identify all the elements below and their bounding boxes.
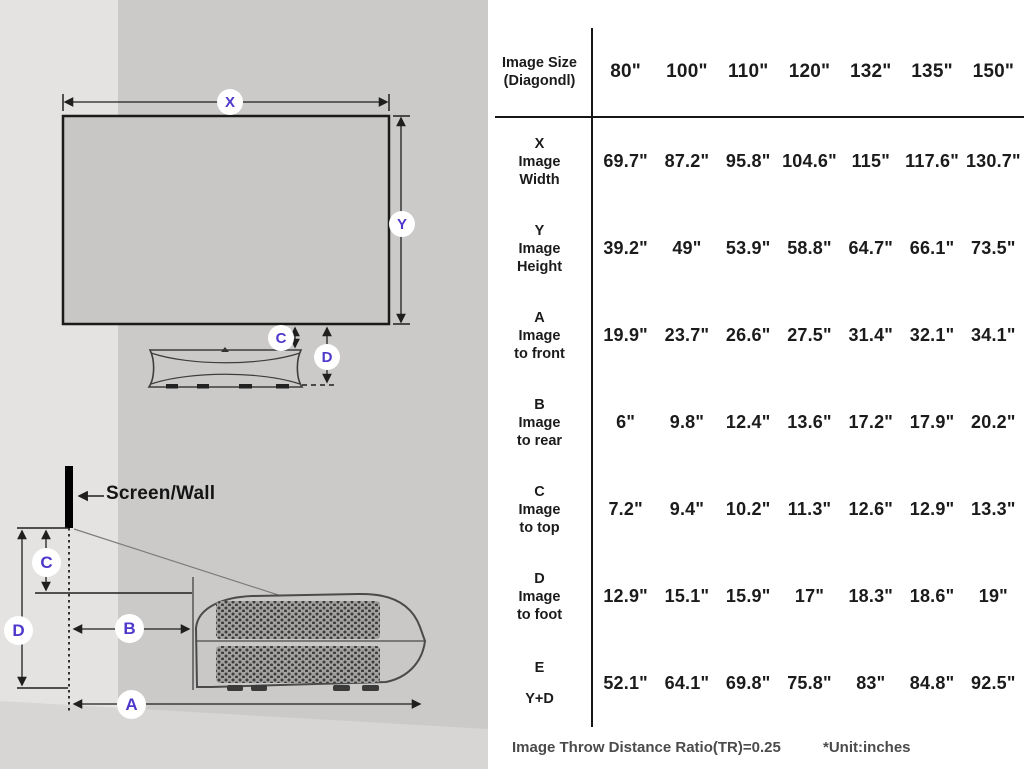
value-cell: 12.4" (725, 412, 771, 432)
value-cell: 18.3" (848, 586, 894, 606)
row-values (595, 292, 1024, 379)
diagram-drawing (0, 0, 488, 769)
header-size-cell: 100" (666, 61, 708, 82)
row-values (595, 640, 1024, 727)
table-header-label: Image Size (Diagondl) (502, 55, 577, 89)
value-cell: 10.2" (725, 499, 771, 519)
value-cell: 32.1" (909, 325, 955, 345)
table-row-x (488, 118, 1024, 205)
row-label: X Image Width (518, 135, 561, 188)
projector-side-view (193, 577, 425, 691)
header-size-cell: 135" (911, 61, 953, 82)
table-row-b (488, 379, 1024, 466)
header-size-cell: 110" (727, 61, 769, 82)
dim-badge-c-side: C (32, 548, 61, 577)
image-size-table-panel (488, 0, 1024, 769)
value-cell: 117.6" (905, 151, 959, 171)
value-cell: 58.8" (787, 238, 832, 258)
value-cell: 7.2" (608, 499, 643, 519)
value-cell: 115" (851, 151, 890, 171)
table-header-row (488, 28, 1024, 116)
value-cell: 49" (672, 238, 702, 258)
value-cell: 83" (856, 673, 886, 693)
value-cell: 17.2" (848, 412, 894, 432)
value-cell: 104.6" (782, 151, 837, 171)
dim-badge-b-side: B (115, 614, 144, 643)
row-label: A Image to front (514, 309, 565, 362)
value-cell: 39.2" (603, 238, 648, 258)
value-cell: 75.8" (787, 673, 832, 693)
row-label: C Image to top (518, 483, 561, 536)
value-cell: 12.9" (603, 586, 648, 606)
dim-badge-d-side: D (4, 616, 33, 645)
value-cell: 13.6" (787, 412, 832, 432)
value-cell: 19" (978, 586, 1008, 606)
value-cell: 87.2" (664, 151, 710, 171)
projector-top-view (149, 347, 302, 389)
dim-badge-a-side: A (117, 690, 146, 719)
value-cell: 53.9" (725, 238, 771, 258)
row-values (595, 379, 1024, 466)
value-cell: 17" (794, 586, 825, 606)
value-cell: 66.1" (909, 238, 955, 258)
dim-badge-x: X (217, 89, 243, 115)
unit-note: *Unit:inches (823, 739, 911, 756)
value-cell: 15.9" (725, 586, 771, 606)
table-row-d (488, 553, 1024, 640)
row-label: E Y+D (525, 660, 554, 707)
value-cell: 20.2" (971, 412, 1016, 432)
value-cell: 69.8" (725, 673, 771, 693)
table-row-e (488, 640, 1024, 727)
header-size-cell: 120" (788, 61, 831, 82)
table-row-c (488, 466, 1024, 553)
row-label: Y Image Height (516, 222, 563, 275)
value-cell: 17.9" (909, 412, 955, 432)
header-size-cell: 80" (610, 61, 642, 82)
value-cell: 64.1" (664, 673, 710, 693)
row-values (595, 466, 1024, 553)
value-cell: 23.7" (664, 325, 710, 345)
value-cell: 9.8" (669, 412, 705, 432)
header-size-cell: 150" (972, 61, 1015, 82)
floor (0, 701, 488, 769)
row-values (595, 118, 1024, 205)
value-cell: 64.7" (848, 238, 894, 258)
table-row-y (488, 205, 1024, 292)
value-cell: 12.6" (848, 499, 894, 519)
speaker-grille-lower (216, 646, 380, 683)
value-cell: 11.3" (787, 499, 832, 519)
value-cell: 15.1" (664, 586, 710, 606)
row-label: D Image to foot (516, 570, 563, 623)
dim-badge-c-top: C (268, 325, 294, 351)
screen-wall-bar (65, 466, 73, 528)
value-cell: 19.9" (603, 325, 648, 345)
value-cell: 9.4" (669, 499, 705, 519)
table-footnote (512, 739, 911, 756)
value-cell: 12.9" (909, 499, 955, 519)
value-cell: 84.8" (909, 673, 955, 693)
value-cell: 26.6" (725, 325, 771, 345)
row-values (595, 553, 1024, 640)
value-cell: 52.1" (603, 673, 648, 693)
row-values (595, 205, 1024, 292)
value-cell: 130.7" (965, 151, 1021, 171)
speaker-grille-upper (216, 601, 380, 639)
table-row-a (488, 292, 1024, 379)
value-cell: 73.5" (971, 238, 1016, 258)
screen-front-view (63, 116, 389, 324)
throw-ratio-note: Image Throw Distance Ratio(TR)=0.25 (512, 739, 781, 756)
value-cell: 13.3" (971, 499, 1016, 519)
throw-distance-diagram-panel (0, 0, 488, 769)
value-cell: 27.5" (787, 325, 832, 345)
header-size-cell: 132" (850, 61, 892, 82)
table-body (488, 118, 1024, 727)
value-cell: 18.6" (909, 586, 955, 606)
value-cell: 95.8" (725, 151, 771, 171)
value-cell: 34.1" (971, 325, 1016, 345)
value-cell: 6" (616, 412, 636, 432)
value-cell: 92.5" (971, 673, 1016, 693)
table-header-columns (595, 28, 1024, 116)
screen-wall-label: Screen/Wall (106, 483, 216, 504)
dim-badge-y: Y (389, 211, 415, 237)
dim-badge-d-top: D (314, 344, 340, 370)
row-label: B Image to rear (516, 396, 563, 449)
value-cell: 31.4" (848, 325, 894, 345)
value-cell: 69.7" (603, 151, 648, 171)
